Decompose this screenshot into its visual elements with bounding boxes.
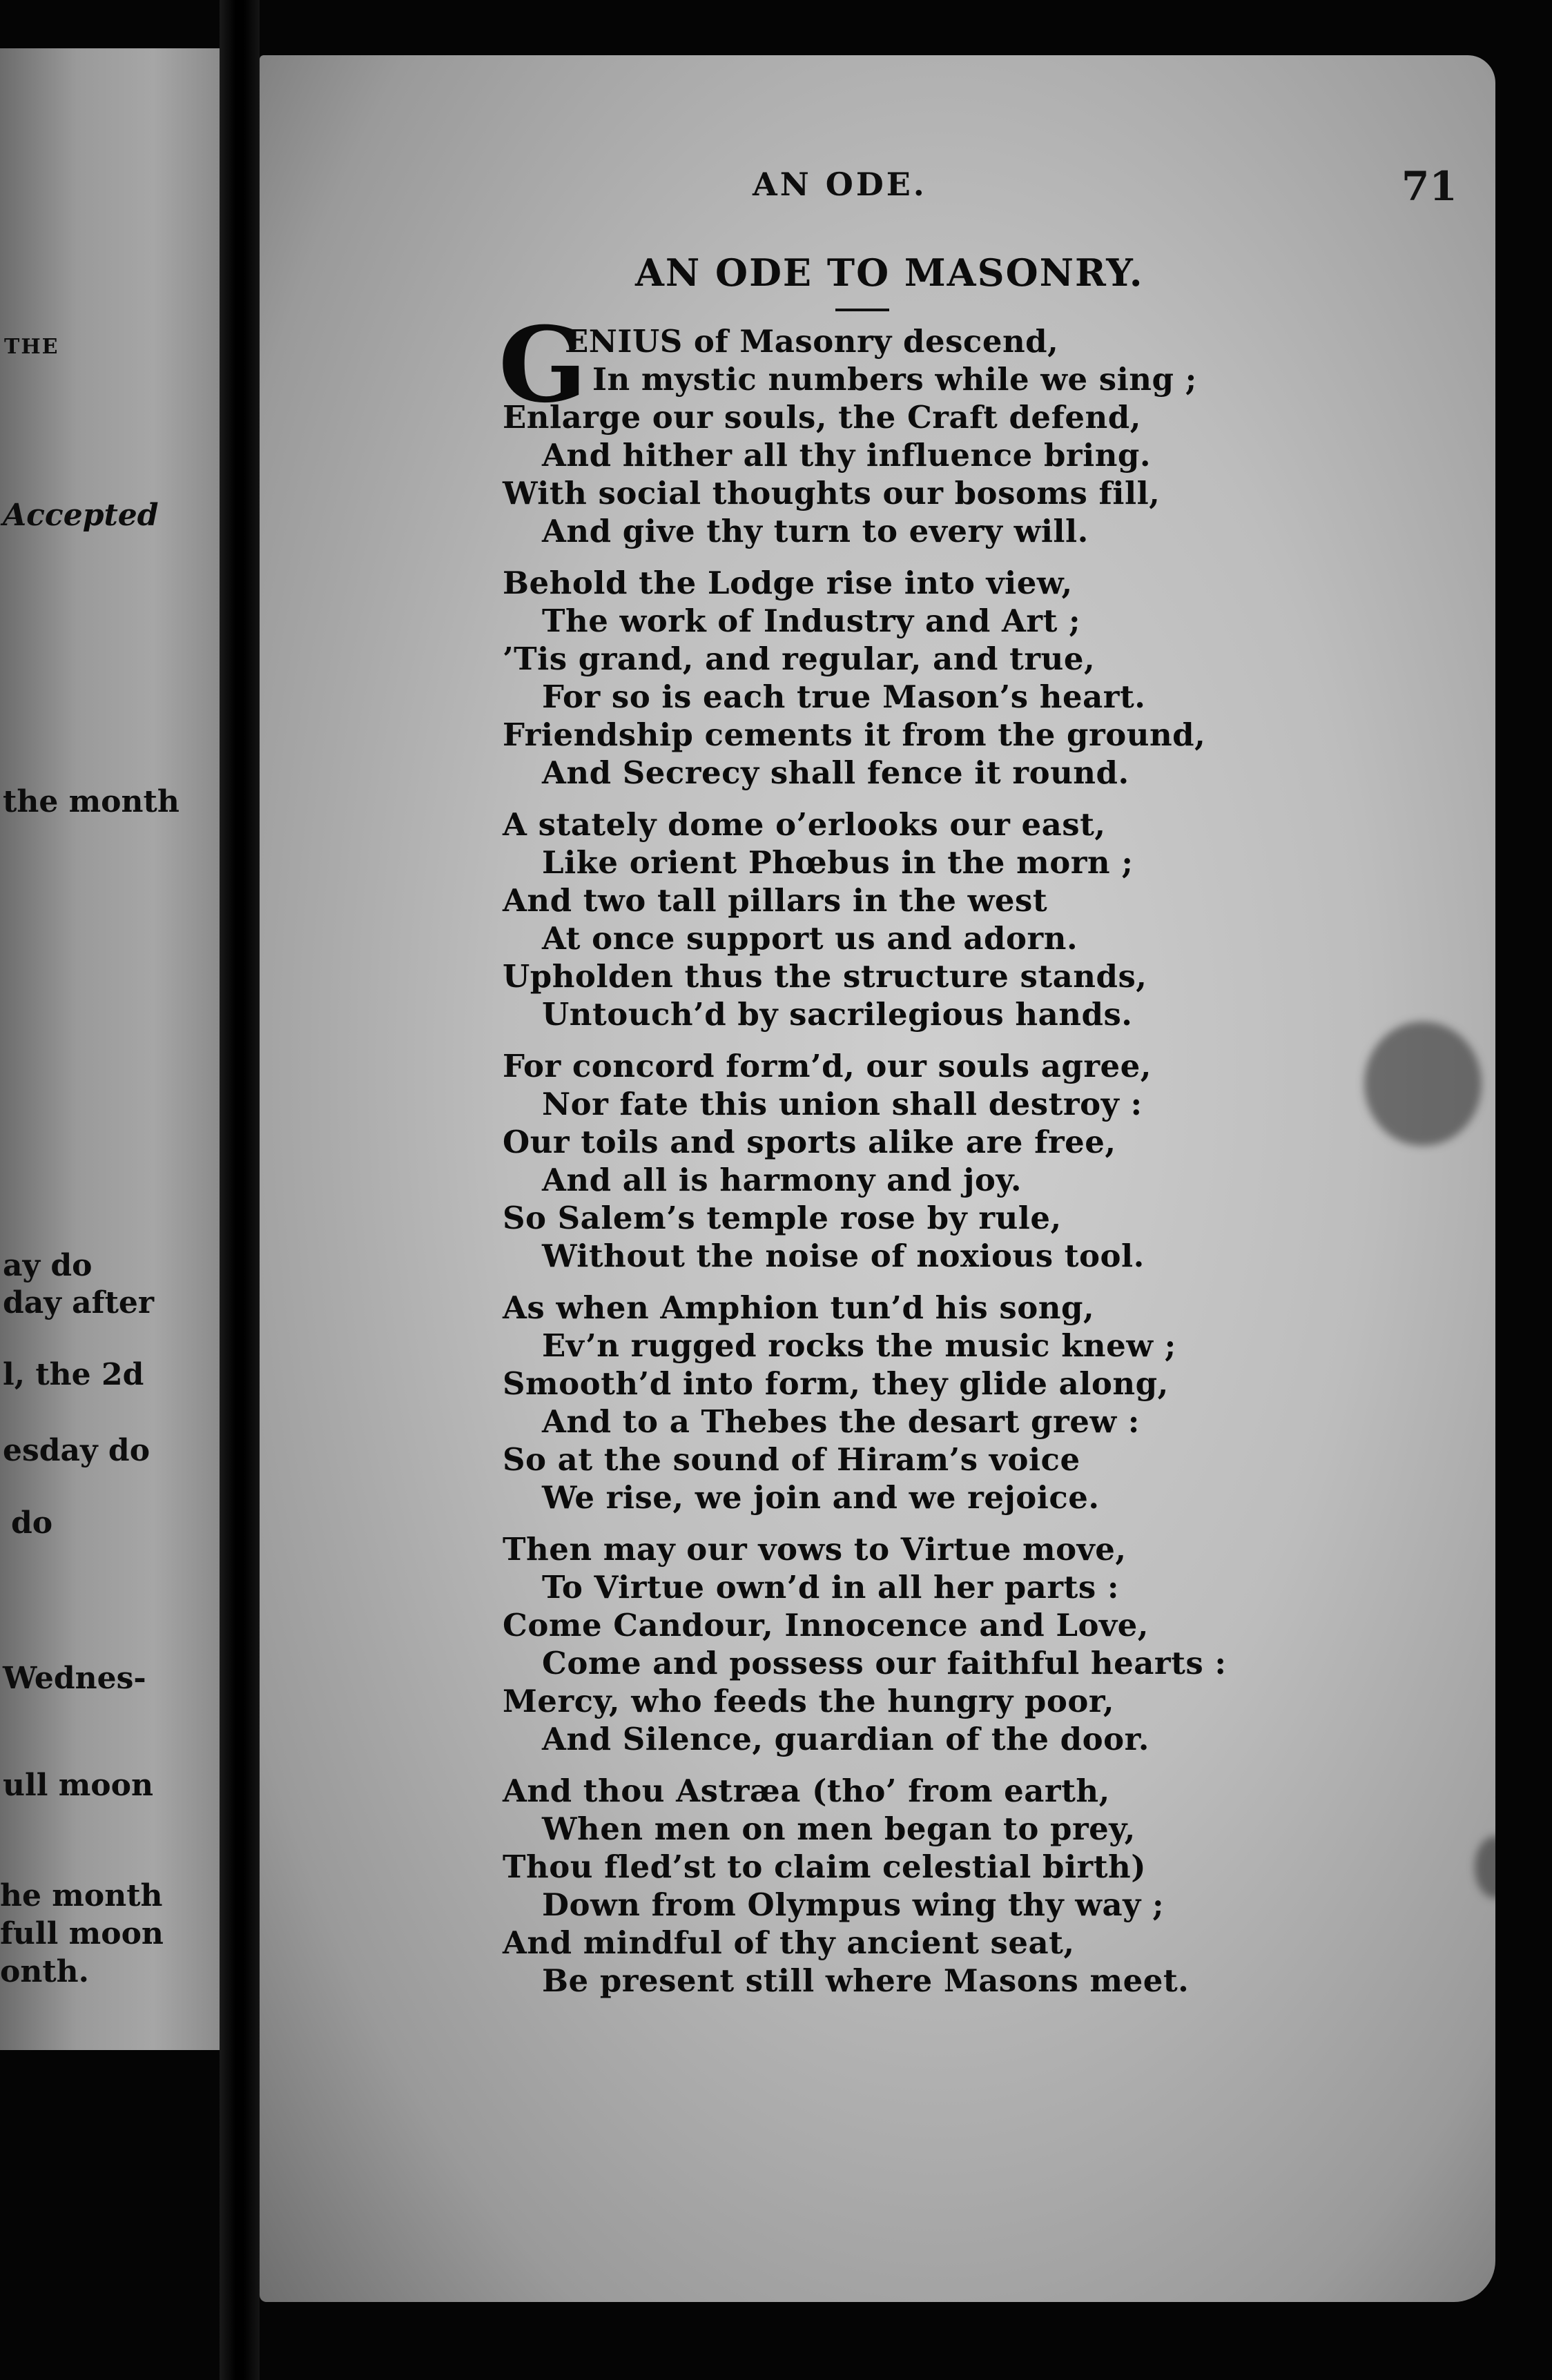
ink-stain [1364,1022,1482,1146]
verse-line: Come Candour, Innocence and Love, [503,1607,1149,1643]
ink-stain [1475,1836,1495,1898]
left-page-fragment: l, the 2d [3,1357,144,1392]
verse-line: For so is each true Mason’s heart. [542,679,1146,715]
verse-line: And all is harmony and joy. [542,1162,1022,1198]
running-head: AN ODE. [753,166,927,203]
left-page-fragment: Wednes- [3,1661,146,1696]
book-gutter [220,0,260,2380]
verse-line: And to a Thebes the desart grew : [542,1403,1140,1440]
verse-line: So at the sound of Hiram’s voice [503,1441,1080,1478]
left-page-fragment: full moon [0,1916,164,1951]
verse-line: At once support us and adorn. [542,920,1078,957]
verse-line: ENIUS of Masonry descend, [565,323,1059,360]
verse-line: Be present still where Masons meet. [542,1962,1190,1999]
verse-line: Smooth’d into form, they glide along, [503,1365,1169,1402]
verse-line: Like orient Phœbus in the morn ; [542,844,1134,881]
verse-line: ’Tis grand, and regular, and true, [503,641,1096,677]
verse-line: Thou fled’st to claim celestial birth) [503,1849,1147,1885]
left-page-fragment: do [11,1505,53,1541]
verse-line: Enlarge our souls, the Craft defend, [503,399,1141,436]
verse-line: In mystic numbers while we sing ; [592,361,1197,398]
verse-line: A stately dome o’erlooks our east, [503,806,1106,843]
left-page-fragment: esday do [3,1433,151,1468]
verse-line: With social thoughts our bosoms fill, [503,475,1161,511]
verse-line: Upholden thus the structure stands, [503,958,1147,995]
title-rule [835,309,889,311]
verse-line: The work of Industry and Art ; [542,603,1081,639]
verse-line: We rise, we join and we rejoice. [542,1479,1100,1516]
left-page-fragment: he month [0,1878,163,1913]
left-page-fragment: THE [4,335,59,359]
verse-line: As when Amphion tun’d his song, [503,1289,1095,1326]
verse-line: Without the noise of noxious tool. [542,1238,1145,1274]
verse-line: Mercy, who feeds the hungry poor, [503,1683,1114,1719]
verse-line: To Virtue own’d in all her parts : [542,1569,1119,1606]
verse-line: For concord form’d, our souls agree, [503,1048,1152,1084]
left-facing-page [0,48,220,2050]
verse-line: Our toils and sports alike are free, [503,1124,1116,1160]
verse-line: Nor fate this union shall destroy : [542,1086,1143,1122]
verse-line: And Secrecy shall fence it round. [542,754,1129,791]
verse-line: Ev’n rugged rocks the music knew ; [542,1327,1176,1364]
verse-line: And give thy turn to every will. [542,513,1089,549]
verse-line: Friendship cements it from the ground, [503,716,1206,753]
verse-line: And Silence, guardian of the door. [542,1721,1150,1757]
page-number: 71 [1401,163,1457,210]
verse-line: So Salem’s temple rose by rule, [503,1200,1062,1236]
verse-line: When men on men began to prey, [542,1811,1136,1847]
verse-line: Come and possess our faithful hearts : [542,1645,1227,1681]
left-page-fragment: the month [3,784,180,819]
verse-line: Behold the Lodge rise into view, [503,565,1073,601]
left-page-fragment: onth. [0,1954,89,1989]
verse-line: Down from Olympus wing thy way ; [542,1886,1165,1923]
verse-line: And hither all thy influence bring. [542,437,1152,474]
left-page-fragment: Accepted [3,498,159,533]
verse-line: Untouch’d by sacrilegious hands. [542,996,1133,1033]
left-page-fragment: ay do [3,1248,93,1283]
verse-line: And two tall pillars in the west [503,882,1048,919]
drop-cap: G [498,304,588,426]
verse-line: And thou Astræa (tho’ from earth, [503,1773,1110,1809]
left-page-fragment: ull moon [3,1768,153,1803]
verse-line: And mindful of thy ancient seat, [503,1924,1075,1961]
verse-line: Then may our vows to Virtue move, [503,1531,1127,1568]
poem-title: AN ODE TO MASONRY. [635,251,1144,295]
left-page-fragment: day after [3,1285,155,1320]
